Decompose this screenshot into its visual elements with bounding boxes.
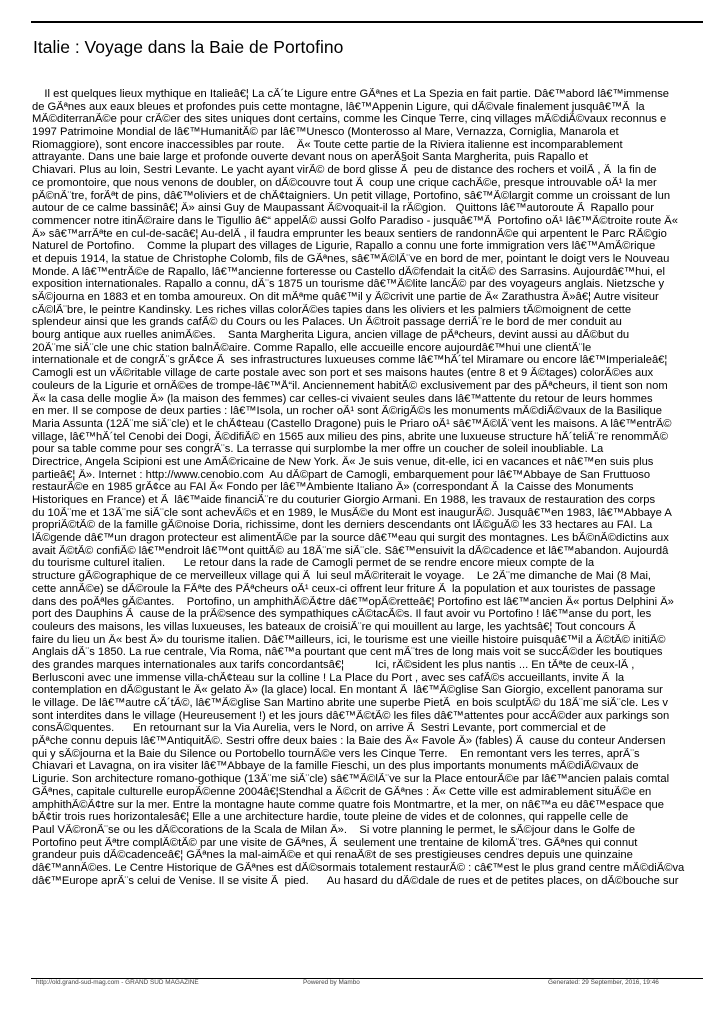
- article-line: port des Dauphins Ã cause de la prÃ©sence des sympathiques cÃ©tacÃ©s. Il faut avoir vu Portofino ! lâ€™anse du port, les: [32, 608, 652, 621]
- article-line: commencer notre itinÃ©raire dans le Tigullio â€“ appelÃ© aussi Golfo Paradiso - jusquâ€™Ã Portofino oÃ¹ lâ€™Ã©troite route Â«: [32, 214, 678, 227]
- article-line: propriÃ©tÃ© de la famille gÃ©noise Doria, richissime, dont les derniers descendants ont lÃ©guÃ© les 33 hectares au FAI. La: [32, 519, 653, 532]
- article-line: pÃªche connu depuis lâ€™AntiquitÃ©. Sestri offre deux baies : la Baie des Â« Favole Â» (fables) Ã cause du conteur Andersen: [32, 735, 666, 748]
- article-line: du 10Ã¨me et 13Ã¨me siÃ¨cle sont achevÃ©s et en 1989, le MusÃ©e du Mont est inaugurÃ©. Jusquâ€™en 1983, lâ€™Abbaye A: [32, 506, 672, 519]
- article-line: village, lâ€™hÃ´tel Cenobi dei Dogi, Ã©difiÃ© en 1565 aux milieu des pins, abrite une luxueuse structure hÃ´teliÃ¨re renommÃ©: [32, 430, 669, 443]
- article-line: de GÃªnes aux eaux bleues et profondes puis cette montagne, lâ€™Appenin Ligure, qui dÃ©vale finalement jusquâ€™Ã la: [32, 100, 645, 113]
- article-line: Anglais dÃ¨s 1850. La rue centrale, Via Roma, nâ€™a pourtant que cent mÃ¨tres de long mais voit se succÃ©der les boutiques: [32, 646, 663, 659]
- article-line: ce promontoire, que nous venons de doubler, on dÃ©couvre tout Ã coup une crique cachÃ©e, presque introuvable oÃ¹ la mer: [32, 176, 657, 189]
- article-line: couleurs des maisons, les villas luxueuses, les bateaux de croisiÃ¨re qui mouillent au large, les yachtsâ€¦ Tout concours Ã: [32, 620, 636, 633]
- article-line: Riomaggiore), sont encore inaccessibles par route. Â« Toute cette partie de la Riviera italienne est incomparablement: [32, 138, 623, 151]
- article-line: du tourisme culturel italien. Le retour dans la rade de Camogli permet de se rendre encore mieux compte de la: [32, 557, 595, 570]
- article-line: splendeur ainsi que les grands cafÃ© du Cours ou les Palaces. Un Ã©troit passage derriÃ¨re le bord de mer conduit au: [32, 316, 622, 329]
- article-line: cÃ©lÃ¨bre, le peintre Kandinsky. Les riches villas colorÃ©es tapies dans les oliviers et les palmiers tÃ©moignent de cette: [32, 303, 632, 316]
- article-line: attrayante. Dans une baie large et profonde ouverte devant nous on aperÃ§oit Santa Margherita, puis Rapallo et: [32, 151, 589, 164]
- article-line: Ligurie. Son architecture romano-gothique (13Ã¨me siÃ¨cle) sâ€™Ã©lÃ¨ve sur la Place entourÃ©e par lâ€™ancien palais comtal: [32, 773, 670, 786]
- article-line: 1997 Patrimoine Mondial de lâ€™HumanitÃ© par lâ€™Unesco (Monterosso al Mare, Vernazza, Corniglia, Manarola et: [32, 126, 619, 139]
- article-line: 20Ã¨me siÃ¨cle une chic station balnÃ©aire. Comme Rapallo, elle accueille encore aujourdâ€™hui une clientÃ¨le: [32, 341, 592, 354]
- article-line: Portofino peut Ãªtre complÃ©tÃ© par une visite de GÃªnes, Ã seulement une trentaine de kilomÃ¨tres. GÃªnes qui connut: [32, 836, 638, 849]
- article-line: dâ€™Europe aprÃ¨s celui de Venise. Il se visite Ã pied. Au hasard du dÃ©dale de rues et de petites places, on dÃ©bouche sur: [32, 874, 679, 887]
- article-line: Camogli est un vÃ©ritable village de carte postale avec son port et ses maisons hautes (entre 8 et 9 Ã©tages) colorÃ©es aux: [32, 367, 654, 380]
- article-line: bÃ¢tir trois rues horizontalesâ€¦ Elle a une architecture hardie, toute pleine de vides et de colonnes, qui rappelle celle de: [32, 811, 629, 824]
- footer-site-url: http://old.grand-sud-mag.com - GRAND SUD MAGAZINE: [36, 979, 199, 986]
- article-line: sont interdites dans le village (Heureusement !) et les jours dâ€™Ã©tÃ© les files dâ€™attentes pour accÃ©der aux parkings son: [32, 709, 670, 722]
- article-line: Berlusconi avec une immense villa-chÃ¢teau sur la colline ! La Place du Port , avec ses cafÃ©s accueillants, invite Ã la: [32, 671, 625, 684]
- footer-powered-by: Powered by Mambo: [303, 979, 360, 986]
- article-line: et depuis 1914, la statue de Christophe Colomb, fils de GÃªnes, sâ€™Ã©lÃ¨ve en bord de mer, pointant le doigt vers le Nouveau: [32, 252, 670, 265]
- article-line: internationale et de congrÃ¨s grÃ¢ce Ã ses infrastructures luxueuses comme lâ€™hÃ´tel Miramare ou encore lâ€™Imperialeâ€¦: [32, 354, 668, 367]
- article-line: lÃ©gende dâ€™un dragon protecteur est alimentÃ©e par la source dâ€™eau qui surgit des montagnes. Les bÃ©nÃ©dictins aux: [32, 532, 669, 545]
- article-line: cette annÃ©e) se dÃ©roule la FÃªte des PÃªcheurs oÃ¹ ceux-ci offrent leur friture Ã la population et aux touristes de passage: [32, 582, 656, 595]
- article-line: faire du lieu un Â« best Â» du tourisme italien. Dâ€™ailleurs, ici, le tourisme est une vieille histoire puisquâ€™il a Ã©tÃ© initiÃ©: [32, 633, 666, 646]
- footer-generated-date: Generated: 29 September, 2016, 19:46: [548, 979, 659, 986]
- article-line: GÃªnes, capitale culturelle europÃ©enne 2004â€¦Stendhal a Ã©crit de GÃªnes : Â« Cette ville est admirablement situÃ©e en: [32, 785, 652, 798]
- article-line: autour de ce calme bassinâ€¦ Â» ainsi Guy de Maupassant Ã©voquait-il la rÃ©gion. Quittons lâ€™autoroute Ã Rapallo pour: [32, 202, 654, 215]
- top-rule: [31, 21, 703, 23]
- article-line: Â» sâ€™arrÃªte en cul-de-sacâ€¦ Au-delÃ , il faudra emprunter les beaux sentiers de randonnÃ©e qui arpentent le Parc RÃ©gio: [32, 227, 667, 240]
- article-line: dans des poÃªles gÃ©antes. Portofino, un amphithÃ©Ã¢tre dâ€™opÃ©retteâ€¦ Portofino est lâ€™ancien Â« portus Delphini Â»: [32, 595, 674, 608]
- article-line: partieâ€¦ Â». Internet : http://www.cenobio.com Au dÃ©part de Camogli, embarquement pour lâ€™Abbaye de San Fruttuoso: [32, 468, 651, 481]
- article-line: Naturel de Portofino. Comme la plupart des villages de Ligurie, Rapallo a connu une forte immigration vers lâ€™AmÃ©rique: [32, 240, 656, 253]
- article-line: consÃ©quentes. En retournant sur la Via Aurelia, vers le Nord, on arrive Ã Sestri Levante, port commercial et de: [32, 722, 606, 735]
- article-line: amphithÃ©Ã¢tre sur la mer. Entre la montagne haute comme quatre fois Montmartre, et la mer, on nâ€™a eu dâ€™espace que: [32, 798, 664, 811]
- article-line: des grandes marques internationales aux tarifs concordantsâ€¦ Ici, rÃ©sident les plus nantis ... En tÃªte de ceux-lÃ ,: [32, 658, 635, 671]
- article-line: pour sa table comme pour ses congrÃ¨s. La terrasse qui surplombe la mer offre un coucher de soleil inoubliable. La: [32, 443, 604, 456]
- article-line: le village. De lâ€™autre cÃ´tÃ©, lâ€™Ã©glise San Martino abrite une superbe PietÃ en bois sculptÃ© du 18Ã¨me siÃ¨cle. Les v: [32, 697, 668, 709]
- article-line: pÃ©nÃ¨tre, forÃªt de pins, dâ€™oliviers et de chÃ¢taigniers. Un petit village, Portofino, sâ€™Ã©largit comme un croissant de lun: [32, 189, 671, 202]
- article-line: Â« la casa delle moglie Â» (la maison des femmes) car celles-ci vivaient seules dans lâ€™attente du retour de leurs hommes: [32, 392, 653, 405]
- article-line: dâ€™annÃ©es. Le Centre Historique de GÃªnes est dÃ©sormais totalement restaurÃ© : câ€™est le plus grand centre mÃ©diÃ©va: [32, 861, 685, 874]
- article-line: restaurÃ©e en 1985 grÃ¢ce au FAI Â« Fondo per lâ€™Ambiente Italiano Â» (correspondant Ã la Caisse des Monuments: [32, 481, 634, 494]
- article-line: structure gÃ©ographique de ce merveilleux village qui Ã lui seul mÃ©riterait le voyage. Le 2Ã¨me dimanche de Mai (8 Mai,: [32, 570, 652, 583]
- page-title: Italie : Voyage dans la Baie de Portofino: [33, 37, 344, 57]
- article-body: [32, 88, 725, 978]
- article-line: exposition internationales. Rapallo a connu, dÃ¨s 1875 un tourisme dâ€™Ã©lite lancÃ© par des voyageurs anglais. Nietzsche y: [32, 278, 665, 291]
- article-line: qui y sÃ©journa et la Baie du Silence ou Portobello tournÃ©e vers les Cinque Terre. En remontant vers les terres, aprÃ¨s: [32, 747, 640, 760]
- article-line: avait Ã©tÃ© confiÃ© lâ€™endroit lâ€™ont quittÃ© au 18Ã¨me siÃ¨cle. Sâ€™ensuivit la dÃ©cadence et lâ€™abandon. Aujourdâ: [32, 544, 669, 557]
- article-line: Il est quelques lieux mythique en Italieâ€¦ La cÃ´te Ligure entre GÃªnes et La Spezia en fait partie. Dâ€™abord lâ€™immense: [32, 88, 670, 100]
- article-line: MÃ©diterranÃ©e pour crÃ©er des sites uniques dont certains, comme les Cinque Terre, cinq villages mÃ©diÃ©vaux reconnus e: [32, 113, 667, 126]
- article-line: contemplation en dÃ©gustant le Â« gelato Â» (la glace) local. En montant Ã lâ€™Ã©glise San Giorgio, excellent panorama sur: [32, 684, 663, 697]
- article-line: Chiavari et Lavagna, on ira visiter lâ€™Abbaye de la famille Fieschi, un des plus importants monuments mÃ©diÃ©vaux de: [32, 760, 639, 773]
- article-line: Historiques en France) et Ã lâ€™aide financiÃ¨re du couturier Giorgio Armani. En 1988, les travaux de restauration des corps: [32, 494, 656, 506]
- article-line: Maria Assunta (12Ã¨me siÃ¨cle) et le chÃ¢teau (Castello Dragone) puis le Priaro oÃ¹ sâ€™Ã©lÃ¨vent les maisons. A lâ€™entrÃ©: [32, 417, 672, 430]
- article-line: Monde. A lâ€™entrÃ©e de Rapallo, lâ€™ancienne forteresse ou Castello dÃ©fendait la citÃ© des Sarrasins. Aujourdâ€™hui, el: [32, 265, 665, 278]
- article-line: Paul VÃ©ronÃ¨se ou les dÃ©corations de la Scala de Milan Â». Si votre planning le permet, le sÃ©jour dans le Golfe de: [32, 823, 636, 836]
- article-line: sÃ©journa en 1883 et en tomba amoureux. On dit mÃªme quâ€™il y Ã©crivit une partie de Â« Zarathustra Â»â€¦ Autre visiteur: [32, 291, 659, 303]
- article-line: grandeur puis dÃ©cadenceâ€¦ GÃªnes la mal-aimÃ©e et qui renaÃ®t de ses prestigieuses cendres depuis une quinzaine: [32, 849, 633, 862]
- article-line: Directrice, Angela Scipioni est une AmÃ©ricaine de New York. Â« Je suis venue, dit-elle, ici en vacances et nâ€™en suis plus: [32, 455, 654, 468]
- article-line: couleurs de la Ligurie et ornÃ©es de trompe-lâ€™Å“il. Anciennement habitÃ© exclusivement par des pÃªcheurs, il tient son nom: [32, 379, 668, 392]
- article-line: bourg antique aux ruelles animÃ©es. Santa Margherita Ligura, ancien village de pÃªcheurs, devint aussi au dÃ©but du: [32, 329, 630, 342]
- article-line: en mer. Il se compose de deux parties : lâ€™Isola, un rocher oÃ¹ sont Ã©rigÃ©s les monuments mÃ©diÃ©vaux de la Basilique: [32, 405, 662, 418]
- article-line: Chiavari. Plus au loin, Sestri Levante. Le yacht ayant virÃ© de bord glisse Ã peu de distance des rochers et voilÃ , Ã la fin de: [32, 164, 657, 177]
